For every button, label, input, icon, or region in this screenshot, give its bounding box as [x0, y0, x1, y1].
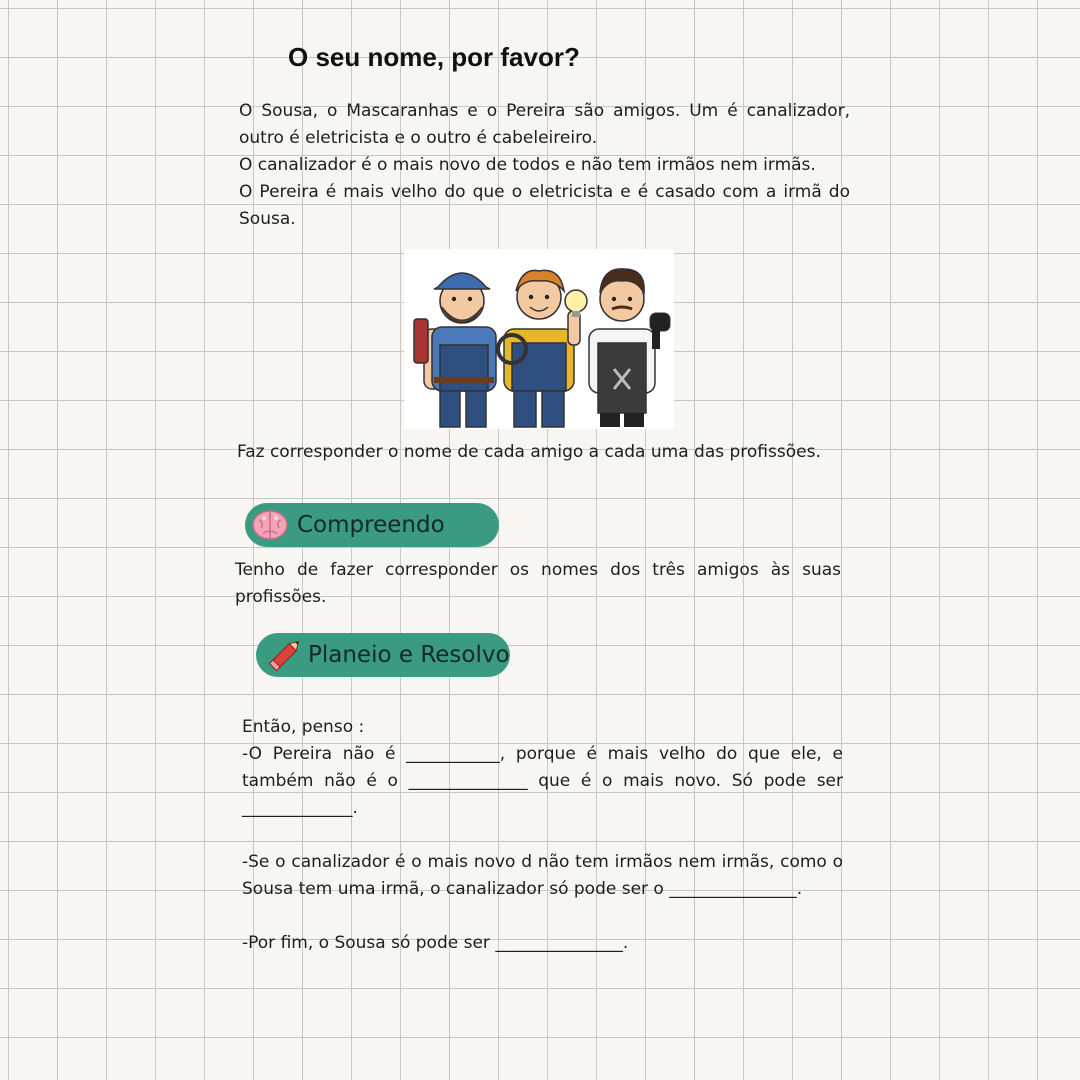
problem-line: O Sousa, o Mascaranhas e o Pereira são amigos. Um é canalizador, outro é eletricista e o outro é cabeleireiro. [239, 101, 850, 148]
hairdresser-figure [589, 269, 670, 427]
instruction-text: Faz corresponder o nome de cada amigo a cada uma das profissões. [237, 442, 821, 462]
reasoning-step-3: -Por fim, o Sousa só pode ser _______________. [242, 933, 629, 953]
page-title: O seu nome, por favor? [288, 42, 580, 72]
reasoning-step-2: -Se o canalizador é o mais novo d não tem irmãos nem irmãs, como o Sousa tem uma irmã, o canalizador só pode ser o _______________. [242, 852, 843, 899]
reasoning-section [242, 714, 843, 957]
brain-icon [249, 504, 291, 546]
understand-badge [245, 503, 499, 547]
understand-paragraph: Tenho de fazer corresponder os nomes dos três amigos às suas profissões. [235, 560, 841, 607]
problem-line: O Pereira é mais velho do que o eletricista e é casado com a irmã do Sousa. [239, 182, 850, 229]
task-instruction [237, 439, 843, 466]
problem-line: O canalizador é o mais novo de todos e não tem irmãos nem irmãs. [239, 155, 816, 175]
plan-badge [256, 633, 510, 677]
plumber-figure [414, 273, 496, 427]
plan-label: Planeio e Resolvo [308, 642, 510, 668]
reasoning-intro: Então, penso : [242, 717, 365, 737]
pencil-icon [264, 634, 306, 676]
problem-statement [239, 98, 850, 233]
reasoning-step-1: -O Pereira não é ___________, porque é mais velho do que ele, e também não é o ______________ que é o mais novo. Só pode ser _____________. [242, 744, 843, 818]
understand-label: Compreendo [297, 512, 445, 538]
understand-text [235, 557, 841, 611]
workers-illustration [404, 249, 674, 429]
electrician-figure [498, 270, 587, 427]
